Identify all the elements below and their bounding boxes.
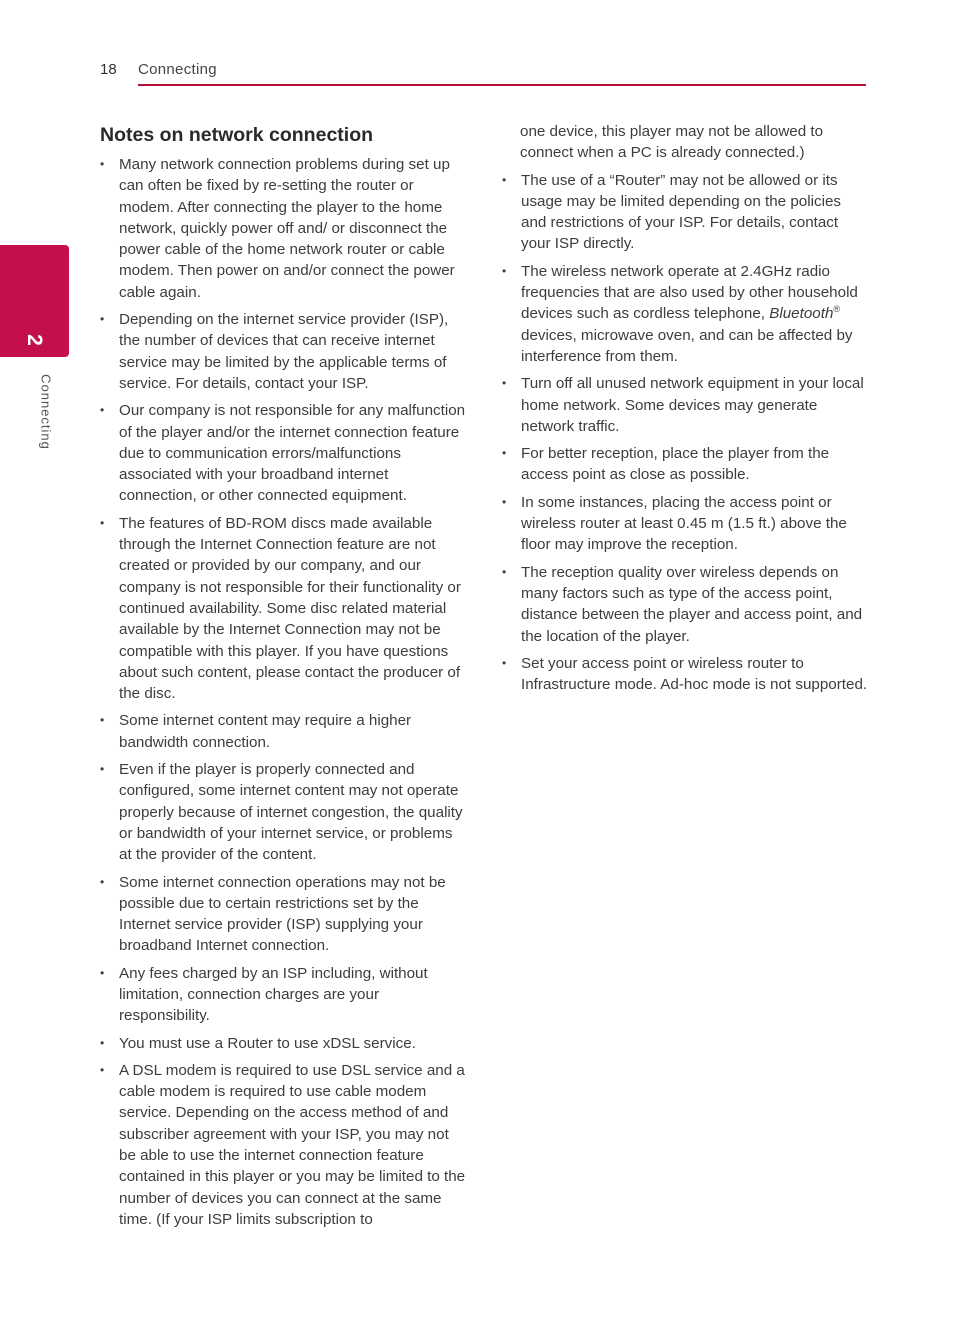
header-divider: [138, 84, 866, 86]
list-item-text: The reception quality over wireless depends on many factors such as type of the access point, distance between the player and access point, and the location of the player.: [521, 563, 863, 645]
list-item: [100, 872, 468, 957]
list-item: [100, 963, 468, 1027]
registered-mark: ®: [833, 304, 841, 315]
list-item-text: devices, microwave oven, and can be affected by interference from them.: [521, 326, 853, 365]
section-heading: Notes on network connection: [100, 124, 374, 146]
list-item-text: Even if the player is properly connected and configured, some internet content may not operate properly because of internet congestion, the quality or bandwidth of your internet service, or problems at the provider of the content.: [119, 761, 463, 864]
list-item: [100, 759, 468, 865]
bullet-icon: •: [100, 1062, 105, 1077]
list-item: [100, 154, 468, 303]
bullet-icon: •: [502, 376, 507, 391]
brand-name: Bluetooth: [769, 305, 834, 323]
list-item: [100, 1060, 468, 1230]
list-item-text: For better reception, place the player from the access point as close as possible.: [521, 445, 830, 484]
page-header: [100, 58, 866, 86]
bullet-icon: •: [100, 157, 105, 171]
bullet-icon: •: [100, 713, 105, 728]
bullet-icon: •: [502, 655, 507, 670]
notes-list-right: [502, 121, 868, 695]
list-item-continuation: [502, 121, 868, 164]
notes-list-left: [100, 154, 468, 1230]
list-item: [502, 492, 868, 556]
chapter-label: Connecting: [38, 374, 54, 450]
list-item-text: Set your access point or wireless router to Infrastructure mode. Ad-hoc mode is not supported.: [521, 654, 868, 694]
list-item-text: Depending on the internet service provider (ISP), the number of devices that can receive internet service may be limited by the applicable terms of service. For details, contact your ISP.: [119, 311, 449, 392]
bullet-icon: •: [502, 564, 507, 579]
list-item: [100, 1033, 468, 1054]
bullet-icon: •: [100, 762, 105, 777]
chapter-number: 2: [23, 334, 46, 346]
list-item: [100, 309, 468, 394]
list-item-text: Some internet connection operations may not be possible due to certain restrictions set by the Internet service provider (ISP) supplying your broadband Internet connection.: [119, 873, 446, 955]
list-item-text: A DSL modem is required to use DSL service and a cable modem is required to use cable modem service. Depending on the access method of and subscriber agreement with your ISP, you may not be able to use the internet connection feature contained in this player or you may be limited to the number of devices you can connect at the same time. (If your ISP limits subscription to: [119, 1061, 466, 1228]
section-title: Connecting: [138, 61, 217, 78]
right-column: [502, 121, 868, 701]
list-item-text: You must use a Router to use xDSL service.: [119, 1034, 416, 1052]
list-item-text: Our company is not responsible for any malfunction of the player and/or the internet connection feature due to communication errors/malfunctions associated with your broadband internet connection, or other connected equipment.: [119, 402, 466, 505]
bullet-icon: •: [100, 403, 105, 418]
left-column: [100, 122, 468, 1236]
bullet-icon: •: [502, 494, 507, 509]
bullet-icon: •: [100, 965, 105, 980]
list-item: [100, 513, 468, 705]
list-item: [502, 373, 868, 437]
bullet-icon: •: [502, 172, 507, 187]
list-item: [100, 400, 468, 506]
list-item: [100, 710, 468, 753]
list-item: [502, 170, 868, 255]
bullet-icon: •: [502, 263, 507, 278]
bullet-icon: •: [100, 515, 105, 530]
list-item-text: In some instances, placing the access point or wireless router at least 0.45 m (1.5 ft.) above the floor may improve the reception.: [521, 493, 847, 554]
list-item-text: one device, this player may not be allowed to connect when a PC is already connected.): [520, 123, 824, 162]
list-item-text: The use of a “Router” may not be allowed or its usage may be limited depending on the policies and restrictions of your ISP. For details, contact your ISP directly.: [521, 171, 841, 253]
list-item: [502, 653, 868, 696]
page-number: 18: [100, 61, 117, 78]
list-item: [502, 261, 868, 367]
bullet-icon: •: [502, 446, 507, 461]
list-item: [502, 562, 868, 647]
list-item-text: Many network connection problems during set up can often be fixed by re-setting the router or modem. After connecting the player to the home network, quickly power off and/ or disconnect the power cable of the home network router or cable modem. Then power on and/or connect the power cable again.: [119, 156, 455, 301]
list-item-text: Some internet content may require a higher bandwidth connection.: [119, 712, 412, 751]
list-item-text: Any fees charged by an ISP including, without limitation, connection charges are your responsibility.: [119, 964, 428, 1025]
list-item-text: The wireless network operate at 2.4GHz radio frequencies that are also used by other household devices such as cordless telephone,: [521, 262, 858, 323]
list-item: [502, 443, 868, 486]
list-item-text: The features of BD-ROM discs made available through the Internet Connection feature are not created or provided by our company, and our company is not responsible for their functionality or continued availability. Some disc related material available by the Internet Connection may not be compatible with this player. If you have questions about such content, please contact the producer of the disc.: [119, 514, 461, 703]
list-item-text: Turn off all unused network equipment in your local home network. Some devices may generate network traffic.: [521, 375, 864, 435]
bullet-icon: •: [100, 1035, 105, 1050]
bullet-icon: •: [100, 874, 105, 889]
bullet-icon: •: [100, 312, 105, 327]
